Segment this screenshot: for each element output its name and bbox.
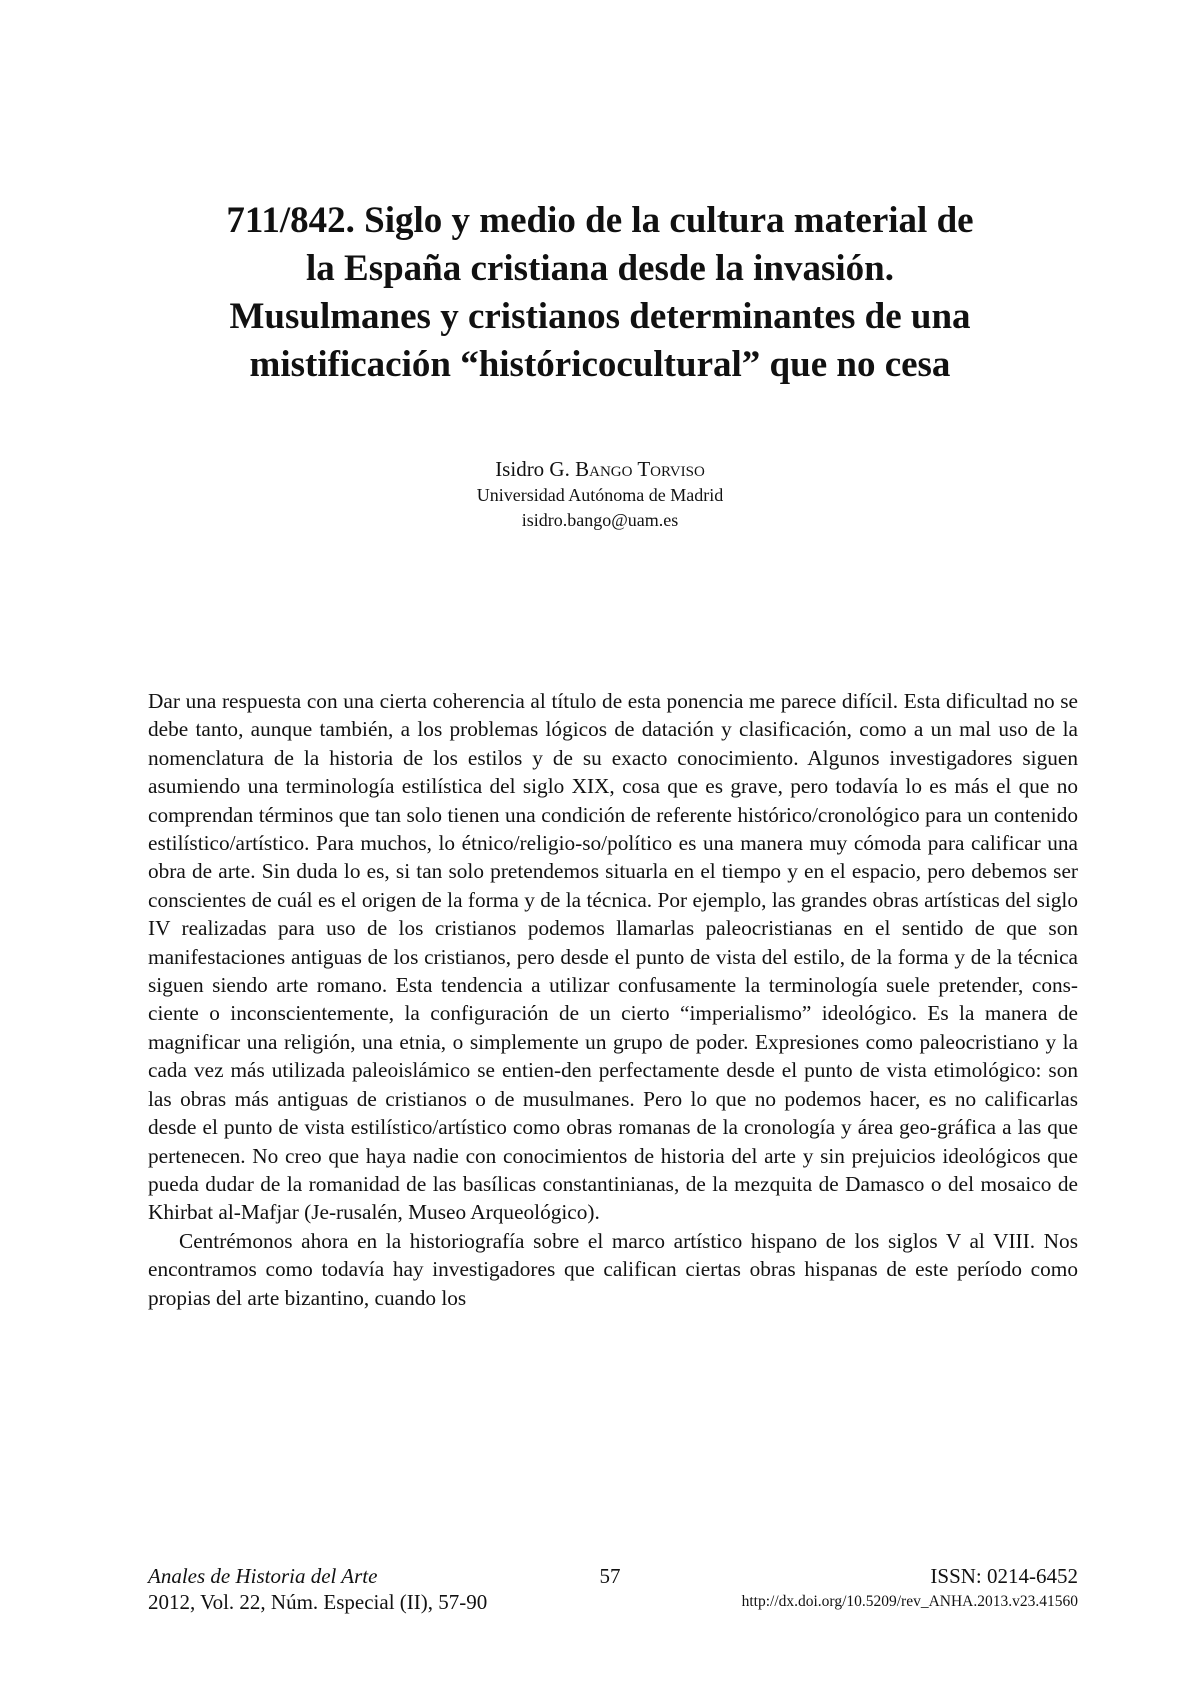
doi-link[interactable]: http://dx.doi.org/10.5209/rev_ANHA.2013.v23.41560 xyxy=(741,1593,1078,1610)
author-name xyxy=(300,455,900,483)
article-title xyxy=(120,197,1080,389)
title-line: 711/842. Siglo y medio de la cultura material de xyxy=(226,199,974,241)
body-paragraph: Centrémonos ahora en la historiografía sobre el marco artístico hispano de los siglos V al VIII. Nos encontramos como todavía hay investigadores que califican ciertas obras hispanas de este período como propias del arte bizantino, cuando los xyxy=(148,1228,1078,1310)
journal-volume: 2012, Vol. 22, Núm. Especial (II), 57-90 xyxy=(148,1590,488,1614)
journal-name: Anales de Historia del Arte xyxy=(148,1564,378,1588)
title-line: Musulmanes y cristianos determinantes de una xyxy=(229,295,971,337)
author-last-name: Bango Torviso xyxy=(575,457,705,481)
article-body xyxy=(148,687,1078,1312)
author-first-name: Isidro G. xyxy=(495,457,576,481)
issn: ISSN: 0214-6452 xyxy=(930,1564,1078,1588)
title-line: la España cristiana desde la invasión. xyxy=(305,247,894,289)
title-line: mistificación “históricocultural” que no cesa xyxy=(249,343,951,385)
body-paragraph: Dar una respuesta con una cierta coherencia al título de esta ponencia me parece difícil. Esta dificultad no se debe tanto, aunque también, a los problemas lógicos de datación y clasificación, como a un mal uso de la nomenclatura de la historia de los estilos y de su exacto conocimiento. Algunos investigadores siguen asumiendo una terminología estilística del siglo XIX, cosa que es grave, pero todavía lo es más el que no comprendan términos que tan solo tienen una condición de referente histórico/cronológico para un contenido estilístico/artístico. Para muchos, lo étnico/religio-so/político es una manera muy cómoda para calificar una obra de arte. Sin duda lo es, si tan solo pretendemos situarla en el tiempo y en el espacio, pero debemos ser conscientes de cuál es el origen de la forma y de la técnica. Por ejemplo, las grandes obras artísticas del siglo IV realizadas para uso de los cristianos podemos llamarlas paleocristianas en el sentido de que son manifestaciones antiguas de los cristianos, pero desde el punto de vista del estilo, de la forma y de la técnica siguen siendo arte romano. Esta tendencia a utilizar confusamente la terminología suele pretender, cons-ciente o inconscientemente, la configuración de un cierto “imperialismo” ideológico. Es la manera de magnificar una religión, una etnia, o simplemente un grupo de poder. Expresiones como paleocristiano y la cada vez más utilizada paleoislámico se entien-den perfectamente desde el punto de vista etimológico: son las obras más antiguas de cristianos o de musulmanes. Pero lo que no podemos hacer, es no calificarlas desde el punto de vista estilístico/artístico como obras romanas de la cronología y área geo-gráfica a las que pertenecen. No creo que haya nadie con conocimientos de historia del arte y sin prejuicios ideológicos que pueda dudar de la romanidad de las basílicas constantinianas, de la mezquita de Damasco o del mosaico de Khirbat al-Mafjar (Je-rusalén, Museo Arqueológico). xyxy=(148,689,1078,1225)
author-email[interactable]: isidro.bango@uam.es xyxy=(521,510,679,530)
page-number: 57 xyxy=(599,1564,621,1588)
author-block xyxy=(300,455,900,533)
author-affiliation: Universidad Autónoma de Madrid xyxy=(476,485,724,505)
footer-citation xyxy=(148,1563,487,1615)
footer-identifiers xyxy=(742,1563,1078,1615)
